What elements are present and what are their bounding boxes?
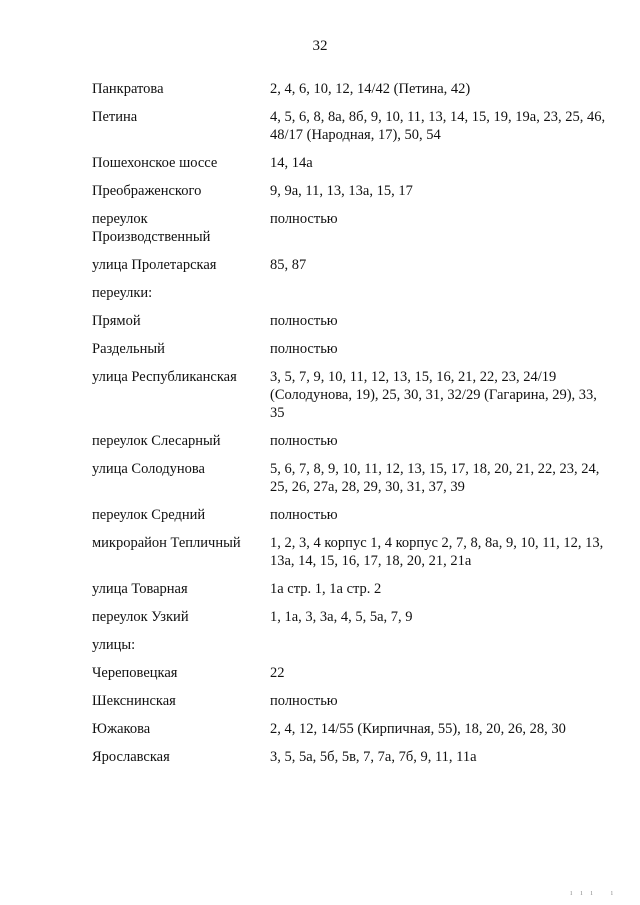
house-numbers: 5, 6, 7, 8, 9, 10, 11, 12, 13, 15, 17, 18, 20, 21, 22, 23, 24, 25, 26, 27а, 28, 29, 30, 31, 37, 39 [270,461,600,495]
street-name: микрорайон Тепличный [92,535,241,551]
table-row [92,506,612,524]
street-name: Панкратова [92,81,164,97]
house-numbers: 4, 5, 6, 8, 8а, 8б, 9, 10, 11, 13, 14, 15, 19, 19а, 23, 25, 46, 48/17 (Народная, 17), 50, 54 [270,109,606,143]
house-numbers: 14, 14а [270,155,313,171]
house-numbers: полностью [270,507,338,523]
table-row [92,108,612,144]
house-numbers: 1, 1а, 3, 3а, 4, 5, 5а, 7, 9 [270,609,413,625]
street-name: улица Республиканская [92,369,237,385]
table-row [92,432,612,450]
table-row [92,256,612,274]
page-number: 32 [312,38,328,54]
street-name: улица Солодунова [92,461,205,477]
table-row [92,154,612,172]
table-row [92,636,612,654]
house-numbers: 85, 87 [270,257,307,273]
table-row [92,368,612,422]
house-numbers: 22 [270,665,285,681]
street-name: Преображенского [92,183,202,199]
table-row [92,182,612,200]
street-name: Череповецкая [92,665,178,681]
table-row [92,210,612,246]
street-name: переулок Слесарный [92,433,221,449]
house-numbers: 2, 4, 12, 14/55 (Кирпичная, 55), 18, 20, 26, 28, 30 [270,721,566,737]
street-name: Петина [92,109,138,125]
table-row [92,580,612,598]
table-row [92,80,612,98]
house-numbers: 3, 5, 7, 9, 10, 11, 12, 13, 15, 16, 21, 22, 23, 24/19 (Солодунова, 19), 25, 30, 31, 32/29 (Гагарина, 29), 33, 35 [270,369,597,421]
street-name: Пошехонское шоссе [92,155,218,171]
table-row [92,340,612,358]
street-name: Прямой [92,313,141,329]
house-numbers: полностью [270,693,338,709]
house-numbers: полностью [270,313,338,329]
table-row [92,664,612,682]
house-numbers: 3, 5, 5а, 5б, 5в, 7, 7а, 7б, 9, 11, 11а [270,749,477,765]
street-name: улица Товарная [92,581,188,597]
street-name: Ярославская [92,749,170,765]
table-row [92,460,612,496]
table-row [92,720,612,738]
scan-artifact-marks: ı ı ı ı [570,888,616,897]
house-numbers: 1, 2, 3, 4 корпус 1, 4 корпус 2, 7, 8, 8а, 9, 10, 11, 12, 13, 13а, 14, 15, 16, 17, 18, 20, 21, 21а [270,535,604,569]
street-name: Шекснинская [92,693,176,709]
street-name: переулок Узкий [92,609,189,625]
table-row [92,312,612,330]
house-numbers: полностью [270,211,338,227]
street-name: переулки: [92,285,153,301]
house-numbers: 1а стр. 1, 1а стр. 2 [270,581,382,597]
table-row [92,748,612,766]
street-name: улицы: [92,637,136,653]
table-row [92,534,612,570]
street-name: переулок Производственный [92,211,211,245]
street-name: переулок Средний [92,507,206,523]
house-numbers: 2, 4, 6, 10, 12, 14/42 (Петина, 42) [270,81,471,97]
street-name: Южакова [92,721,151,737]
table-row [92,284,612,302]
table-row [92,608,612,626]
house-numbers: полностью [270,341,338,357]
house-numbers: 9, 9а, 11, 13, 13а, 15, 17 [270,183,413,199]
house-numbers: полностью [270,433,338,449]
table-row [92,692,612,710]
street-name: улица Пролетарская [92,257,217,273]
address-table [92,80,612,776]
street-name: Раздельный [92,341,165,357]
